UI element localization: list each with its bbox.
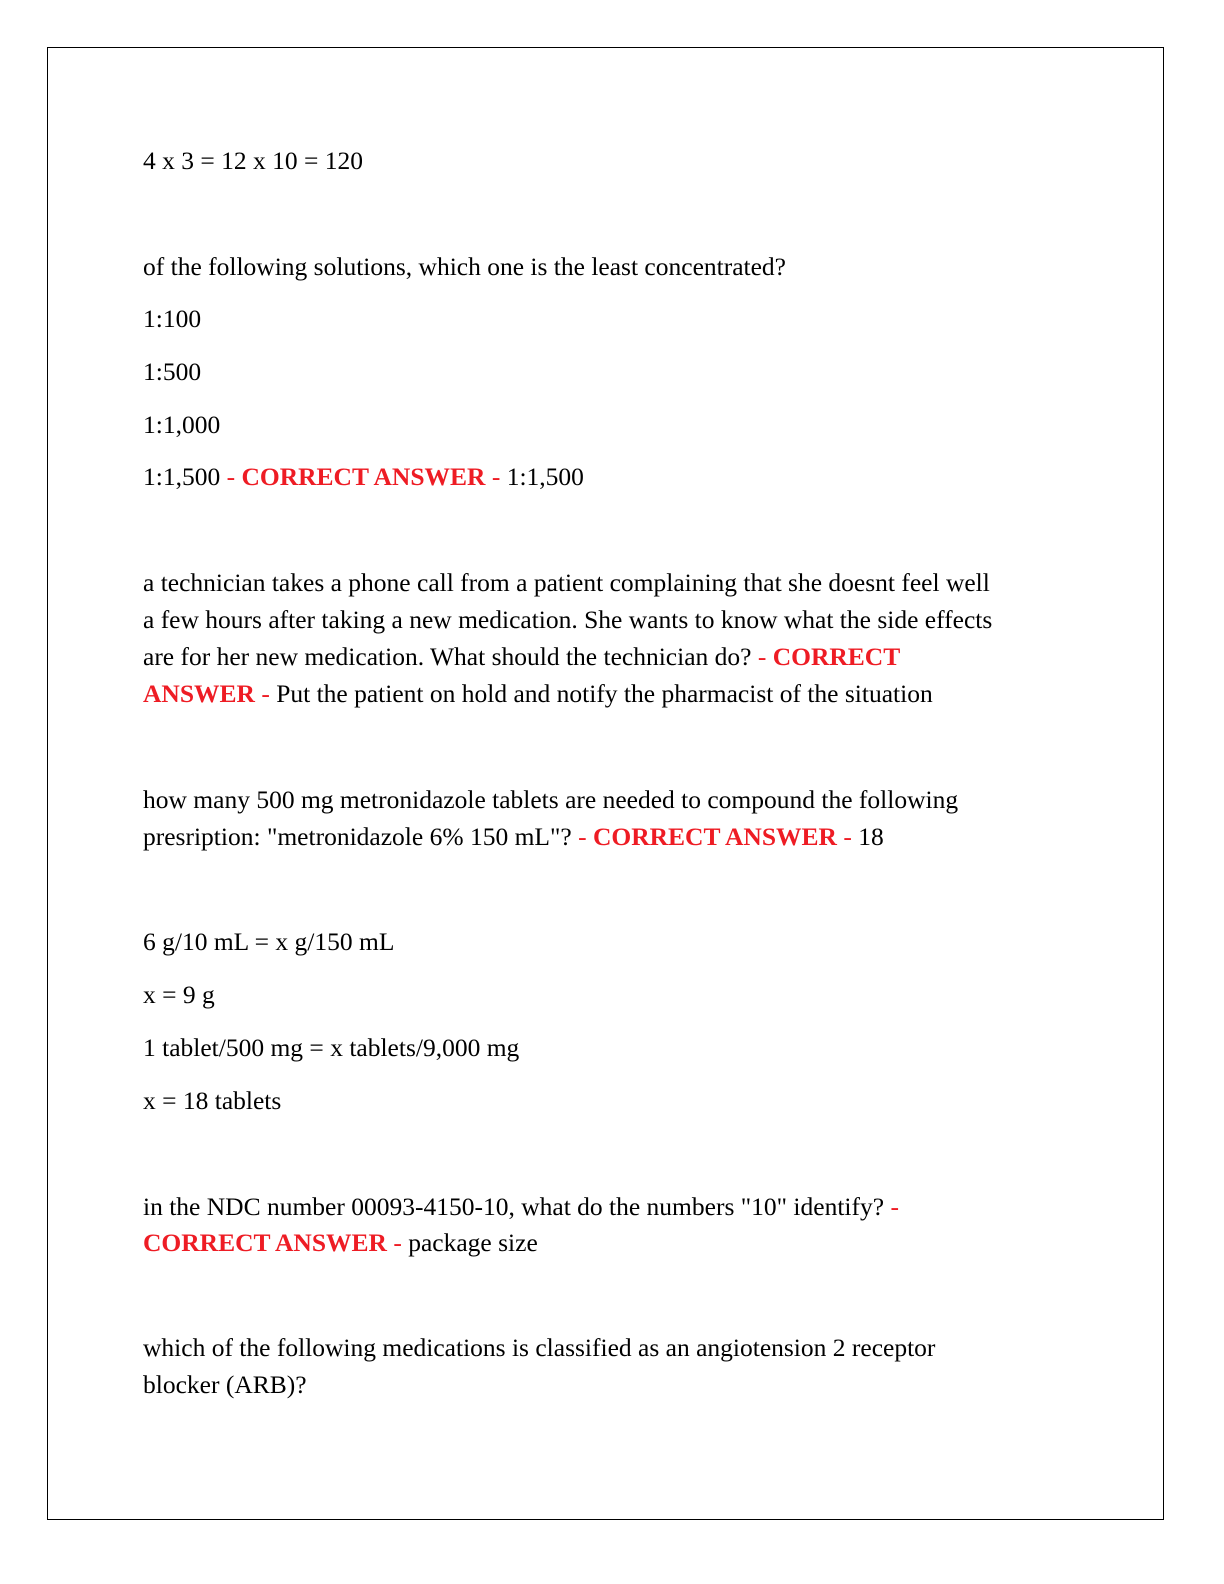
correct-answer-label: CORRECT	[772, 642, 901, 671]
answer-dash: -	[751, 642, 773, 671]
question-1-option-2: 1:500	[143, 357, 202, 386]
answer-dash: -	[884, 1192, 906, 1221]
correct-answer-label: CORRECT ANSWER	[592, 822, 837, 851]
answer-dash: -	[386, 1228, 409, 1257]
answer-dash: -	[836, 822, 859, 851]
question-1-option-1: 1:100	[143, 304, 202, 333]
question-3-line-2	[143, 818, 884, 855]
question-4-answer: package size	[408, 1228, 538, 1257]
answer-dash: -	[571, 822, 593, 851]
question-2-line-4	[143, 675, 933, 712]
question-5-line-1: which of the following medications is classified as an angiotension 2 receptor	[143, 1333, 936, 1362]
question-1-answer-line	[143, 458, 584, 495]
question-2-line-1: a technician takes a phone call from a patient complaining that she doesnt feel well	[143, 568, 990, 597]
question-3-line-2-text: presription: "metronidazole 6% 150 mL"?	[143, 822, 572, 851]
question-2-line-3-text: are for her new medication. What should the technician do?	[143, 642, 752, 671]
question-3-line-1: how many 500 mg metronidazole tablets are needed to compound the following	[143, 785, 959, 814]
answer-dash: -	[220, 462, 242, 491]
question-5-line-2: blocker (ARB)?	[143, 1370, 307, 1399]
answer-dash: -	[254, 679, 277, 708]
correct-answer-label: ANSWER	[143, 679, 255, 708]
correct-answer-label: CORRECT ANSWER	[241, 462, 486, 491]
answer-dash: -	[485, 462, 507, 491]
question-4-line-2	[143, 1224, 538, 1261]
question-1-answer: 1:1,500	[506, 462, 584, 491]
question-4-text: in the NDC number 00093-4150-10, what do the numbers "10" identify?	[143, 1192, 885, 1221]
calculation-line: 6 g/10 mL = x g/150 mL	[143, 927, 395, 956]
calculation-line: 1 tablet/500 mg = x tablets/9,000 mg	[143, 1033, 520, 1062]
question-4-line-1	[143, 1188, 905, 1225]
calculation-line: 4 x 3 = 12 x 10 = 120	[143, 146, 364, 175]
calculation-line: x = 9 g	[143, 980, 215, 1009]
question-2-answer: Put the patient on hold and notify the pharmacist of the situation	[276, 679, 933, 708]
question-1-option-3: 1:1,000	[143, 410, 221, 439]
question-1-option-4: 1:1,500	[143, 462, 221, 491]
question-1-text: of the following solutions, which one is the least concentrated?	[143, 252, 787, 281]
question-2-line-2: a few hours after taking a new medication. She wants to know what the side effects	[143, 605, 993, 634]
calculation-line: x = 18 tablets	[143, 1086, 282, 1115]
question-3-answer: 18	[858, 822, 884, 851]
question-2-line-3	[143, 638, 900, 675]
correct-answer-label: CORRECT ANSWER	[143, 1228, 387, 1257]
